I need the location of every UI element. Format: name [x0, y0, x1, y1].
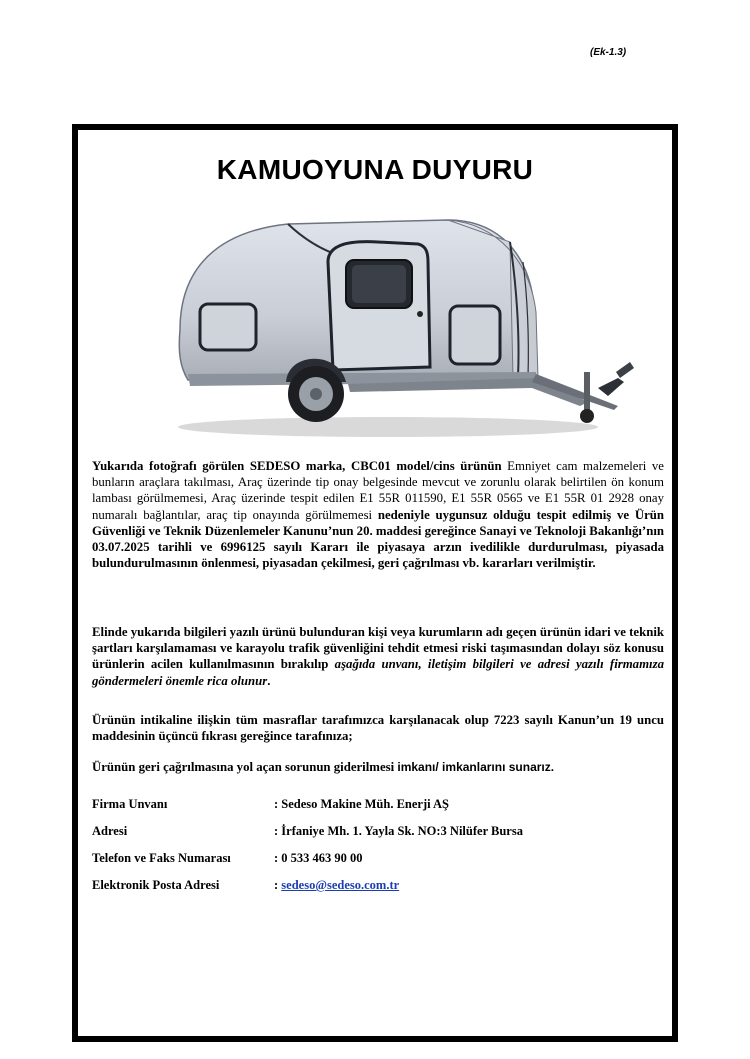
paragraph-return-request	[92, 624, 664, 689]
address-label: Adresi	[92, 824, 128, 838]
annex-label: (Ek-1.3)	[590, 47, 627, 58]
announcement-frame	[72, 124, 678, 1042]
contact-row-phone	[92, 851, 664, 878]
page-title: KAMUOYUNA DUYURU	[216, 154, 534, 185]
paragraph4-part1: Ürünün geri çağrılmasına yol açan sorunun giderilmesi	[92, 760, 398, 774]
contact-row-company	[92, 797, 664, 824]
paragraph1-part1: Yukarıda fotoğrafı görülen SEDESO marka, CBC01 model/cins ürünün	[92, 459, 502, 473]
paragraph-remedy	[92, 759, 664, 775]
company-label: Firma Unvanı	[92, 797, 168, 811]
email-prefix: :	[274, 878, 282, 892]
phone-label: Telefon ve Faks Numarası	[92, 851, 231, 865]
paragraph2-part2: aşağıda unvanı, iletişim bilgileri ve adresi yazılı firmamıza göndermeleri önemle rica olunur	[92, 657, 664, 688]
contact-row-email	[92, 878, 664, 905]
paragraph1-part2: Emniyet cam malzemeleri ve bunların araçlara takılması, Araç üzerinde tip onay belgesinde mevcut ve zorunlu olarak belirtilen ön konum lambası görülmemesi, Araç üzerinde tespit edilen E1 55R 011590, E1 55R 0565 ve E1 55R 01 2928 onay numaralı bağlantılar, araç tip onayında görülmemesi	[92, 459, 664, 522]
paragraph-expenses: Ürünün intikaline ilişkin tüm masraflar tarafımızca karşılanacak olup 7223 sayılı Kanun’un 19 uncu maddesinin üçüncü fıkrası gereğince tarafınıza;	[92, 713, 664, 744]
caravan-photo	[118, 202, 638, 450]
paragraph1-part3: nedeniyle uygunsuz olduğu tespit edilmiş ve Ürün Güvenliği ve Teknik Düzenlemeler Kanunu’nun 20. maddesi gereğince Sanayi ve Teknoloji Bakanlığı’nın 03.07.2025 tarihli ve 6996125 sayılı Kararı ile piyasaya arzın ivedilikle durdurulması, piyasada bulundurulmasının önlenmesi, piyasadan çekilmesi, geri çağrılması vb. kararları verilmiştir.	[92, 507, 664, 571]
contact-row-address	[92, 824, 664, 851]
phone-value: : 0 533 463 90 00	[274, 851, 363, 865]
address-value: : İrfaniye Mh. 1. Yayla Sk. NO:3 Nilüfer Bursa	[274, 824, 523, 838]
paragraph2-part1: Elinde yukarıda bilgileri yazılı ürünü bulunduran kişi veya kurumların adı geçen ürünün idari ve teknik şartları karşılamaması ve karayolu trafik güvenliğini tehdit etmesi riski taşımasından dolayı söz konusu ürünlerin acilen kullanılmasının bırakılıp	[92, 625, 664, 672]
email-value-wrap	[274, 878, 664, 905]
paragraph4-part2: imkanı/ imkanlarını sunarız.	[397, 760, 555, 774]
contact-table	[92, 797, 664, 905]
email-label: Elektronik Posta Adresi	[92, 878, 220, 892]
paragraph2-part3: .	[267, 673, 271, 688]
email-link[interactable]: sedeso@sedeso.com.tr	[281, 878, 400, 892]
company-value: : Sedeso Makine Müh. Enerji AŞ	[274, 797, 450, 811]
paragraph-product-decision	[92, 458, 664, 571]
